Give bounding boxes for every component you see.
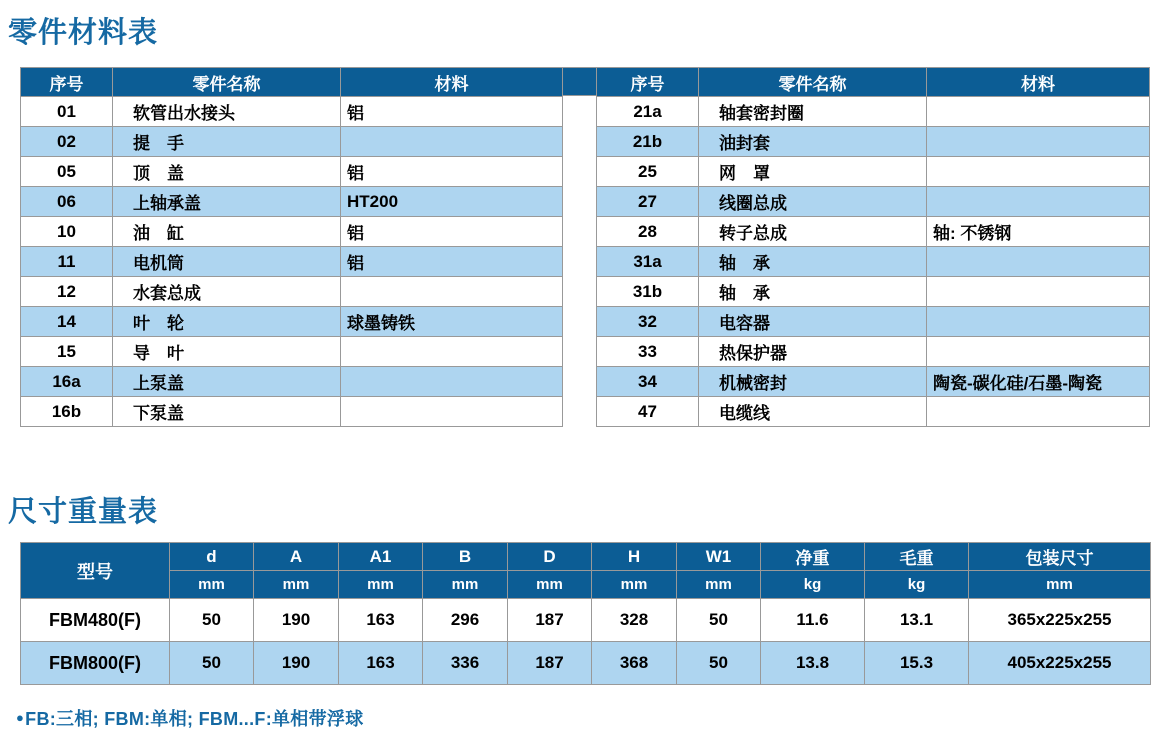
- col-header-name: 零件名称: [113, 68, 341, 97]
- parts-row: [597, 307, 1150, 337]
- dims-value: 296: [423, 599, 508, 642]
- col-header-name: 零件名称: [699, 68, 927, 97]
- dims-value: 368: [592, 642, 677, 685]
- part-number: 10: [21, 217, 113, 247]
- parts-row: [21, 397, 563, 427]
- parts-header-row: [21, 68, 563, 97]
- part-material: [927, 97, 1150, 127]
- parts-row: [21, 307, 563, 337]
- part-material: [927, 277, 1150, 307]
- part-name: 轴套密封圈: [699, 97, 927, 127]
- part-name: 转子总成: [699, 217, 927, 247]
- part-number: 31b: [597, 277, 699, 307]
- part-number: 05: [21, 157, 113, 187]
- part-material: [927, 157, 1150, 187]
- part-number: 27: [597, 187, 699, 217]
- part-name: 下泵盖: [113, 397, 341, 427]
- dims-value: 11.6: [761, 599, 865, 642]
- table-gap-column: [563, 67, 596, 427]
- parts-row: [21, 127, 563, 157]
- dims-value: 365x225x255: [969, 599, 1151, 642]
- part-number: 33: [597, 337, 699, 367]
- dims-value: 405x225x255: [969, 642, 1151, 685]
- part-material: 铝: [341, 157, 563, 187]
- part-material: 铝: [341, 97, 563, 127]
- part-number: 21b: [597, 127, 699, 157]
- bullet-icon: ●: [16, 710, 25, 725]
- part-material: [927, 187, 1150, 217]
- dims-col-label: W1: [677, 543, 761, 571]
- part-material: HT200: [341, 187, 563, 217]
- part-number: 16a: [21, 367, 113, 397]
- dims-col-label: 包装尺寸: [969, 543, 1151, 571]
- dims-row: [21, 599, 1151, 642]
- part-material: [927, 307, 1150, 337]
- dims-header-label-row: [21, 543, 1151, 571]
- part-name: 电机筒: [113, 247, 341, 277]
- part-number: 47: [597, 397, 699, 427]
- dims-value: 50: [677, 642, 761, 685]
- parts-row: [21, 247, 563, 277]
- parts-row: [21, 367, 563, 397]
- parts-row: [597, 337, 1150, 367]
- part-number: 15: [21, 337, 113, 367]
- part-name: 顶 盖: [113, 157, 341, 187]
- part-name: 水套总成: [113, 277, 341, 307]
- part-name: 轴 承: [699, 247, 927, 277]
- part-name: 叶 轮: [113, 307, 341, 337]
- parts-table-right: [596, 67, 1150, 427]
- dims-value: 163: [339, 642, 423, 685]
- model-name: FBM800(F): [21, 642, 170, 685]
- parts-row: [21, 277, 563, 307]
- parts-row: [597, 397, 1150, 427]
- col-header-material: 材料: [927, 68, 1150, 97]
- parts-table-left: [20, 67, 563, 427]
- dims-value: 187: [508, 599, 592, 642]
- part-name: 提 手: [113, 127, 341, 157]
- dims-col-unit: mm: [677, 571, 761, 599]
- dims-col-label: A: [254, 543, 339, 571]
- dims-col-unit: kg: [761, 571, 865, 599]
- dims-col-unit: mm: [969, 571, 1151, 599]
- part-name: 软管出水接头: [113, 97, 341, 127]
- part-number: 28: [597, 217, 699, 247]
- part-name: 热保护器: [699, 337, 927, 367]
- part-material: 陶瓷-碳化硅/石墨-陶瓷: [927, 367, 1150, 397]
- table-gap-body: [563, 96, 596, 427]
- dims-value: 328: [592, 599, 677, 642]
- parts-table-title: 零件材料表: [8, 17, 159, 49]
- footnote-text: FB:三相; FBM:单相; FBM...F:单相带浮球: [25, 709, 364, 729]
- dims-col-label: 净重: [761, 543, 865, 571]
- part-number: 34: [597, 367, 699, 397]
- part-material: [341, 397, 563, 427]
- part-number: 02: [21, 127, 113, 157]
- part-material: 轴: 不锈钢: [927, 217, 1150, 247]
- parts-header-row: [597, 68, 1150, 97]
- part-material: 铝: [341, 217, 563, 247]
- parts-row: [597, 157, 1150, 187]
- dims-col-unit: mm: [339, 571, 423, 599]
- dims-col-unit: kg: [865, 571, 969, 599]
- dims-col-unit: mm: [508, 571, 592, 599]
- dims-value: 336: [423, 642, 508, 685]
- part-material: [341, 337, 563, 367]
- part-name: 上泵盖: [113, 367, 341, 397]
- part-name: 机械密封: [699, 367, 927, 397]
- part-number: 25: [597, 157, 699, 187]
- dims-col-unit: mm: [423, 571, 508, 599]
- col-header-model: 型号: [21, 543, 170, 599]
- dims-value: 190: [254, 599, 339, 642]
- parts-row: [21, 97, 563, 127]
- dims-col-label: D: [508, 543, 592, 571]
- dims-value: 50: [677, 599, 761, 642]
- part-material: [927, 127, 1150, 157]
- parts-row: [597, 367, 1150, 397]
- part-material: [341, 127, 563, 157]
- dims-value: 163: [339, 599, 423, 642]
- dims-col-unit: mm: [592, 571, 677, 599]
- part-material: 铝: [341, 247, 563, 277]
- dims-value: 190: [254, 642, 339, 685]
- dims-value: 13.1: [865, 599, 969, 642]
- part-name: 导 叶: [113, 337, 341, 367]
- dims-col-label: 毛重: [865, 543, 969, 571]
- parts-row: [597, 277, 1150, 307]
- parts-row: [21, 337, 563, 367]
- part-material: [927, 247, 1150, 277]
- dims-value: 50: [170, 642, 254, 685]
- parts-row: [21, 187, 563, 217]
- part-material: [927, 397, 1150, 427]
- dims-table-title: 尺寸重量表: [8, 496, 159, 528]
- dims-col-label: A1: [339, 543, 423, 571]
- col-header-material: 材料: [341, 68, 563, 97]
- parts-row: [597, 187, 1150, 217]
- parts-row: [597, 127, 1150, 157]
- dims-col-unit: mm: [254, 571, 339, 599]
- part-number: 21a: [597, 97, 699, 127]
- dims-value: 15.3: [865, 642, 969, 685]
- dims-col-unit: mm: [170, 571, 254, 599]
- parts-row: [21, 217, 563, 247]
- part-material: [341, 277, 563, 307]
- part-number: 14: [21, 307, 113, 337]
- footnote: [16, 705, 1154, 729]
- part-name: 线圈总成: [699, 187, 927, 217]
- part-material: 球墨铸铁: [341, 307, 563, 337]
- part-number: 06: [21, 187, 113, 217]
- part-name: 上轴承盖: [113, 187, 341, 217]
- dims-col-label: B: [423, 543, 508, 571]
- parts-row: [597, 217, 1150, 247]
- dims-col-label: d: [170, 543, 254, 571]
- dims-col-label: H: [592, 543, 677, 571]
- dims-row: [21, 642, 1151, 685]
- part-name: 网 罩: [699, 157, 927, 187]
- part-number: 16b: [21, 397, 113, 427]
- parts-row: [597, 97, 1150, 127]
- part-number: 31a: [597, 247, 699, 277]
- dims-value: 50: [170, 599, 254, 642]
- part-name: 电容器: [699, 307, 927, 337]
- part-material: [341, 367, 563, 397]
- part-number: 11: [21, 247, 113, 277]
- part-name: 轴 承: [699, 277, 927, 307]
- part-name: 油 缸: [113, 217, 341, 247]
- model-name: FBM480(F): [21, 599, 170, 642]
- dims-header-unit-row: [21, 571, 1151, 599]
- part-number: 32: [597, 307, 699, 337]
- part-name: 油封套: [699, 127, 927, 157]
- dimensions-weight-table: [20, 542, 1151, 685]
- part-material: [927, 337, 1150, 367]
- dims-value: 187: [508, 642, 592, 685]
- dims-value: 13.8: [761, 642, 865, 685]
- part-name: 电缆线: [699, 397, 927, 427]
- table-gap-header: [563, 67, 596, 96]
- parts-material-table: [20, 67, 1154, 427]
- part-number: 01: [21, 97, 113, 127]
- parts-row: [597, 247, 1150, 277]
- col-header-no: 序号: [21, 68, 113, 97]
- col-header-no: 序号: [597, 68, 699, 97]
- parts-row: [21, 157, 563, 187]
- part-number: 12: [21, 277, 113, 307]
